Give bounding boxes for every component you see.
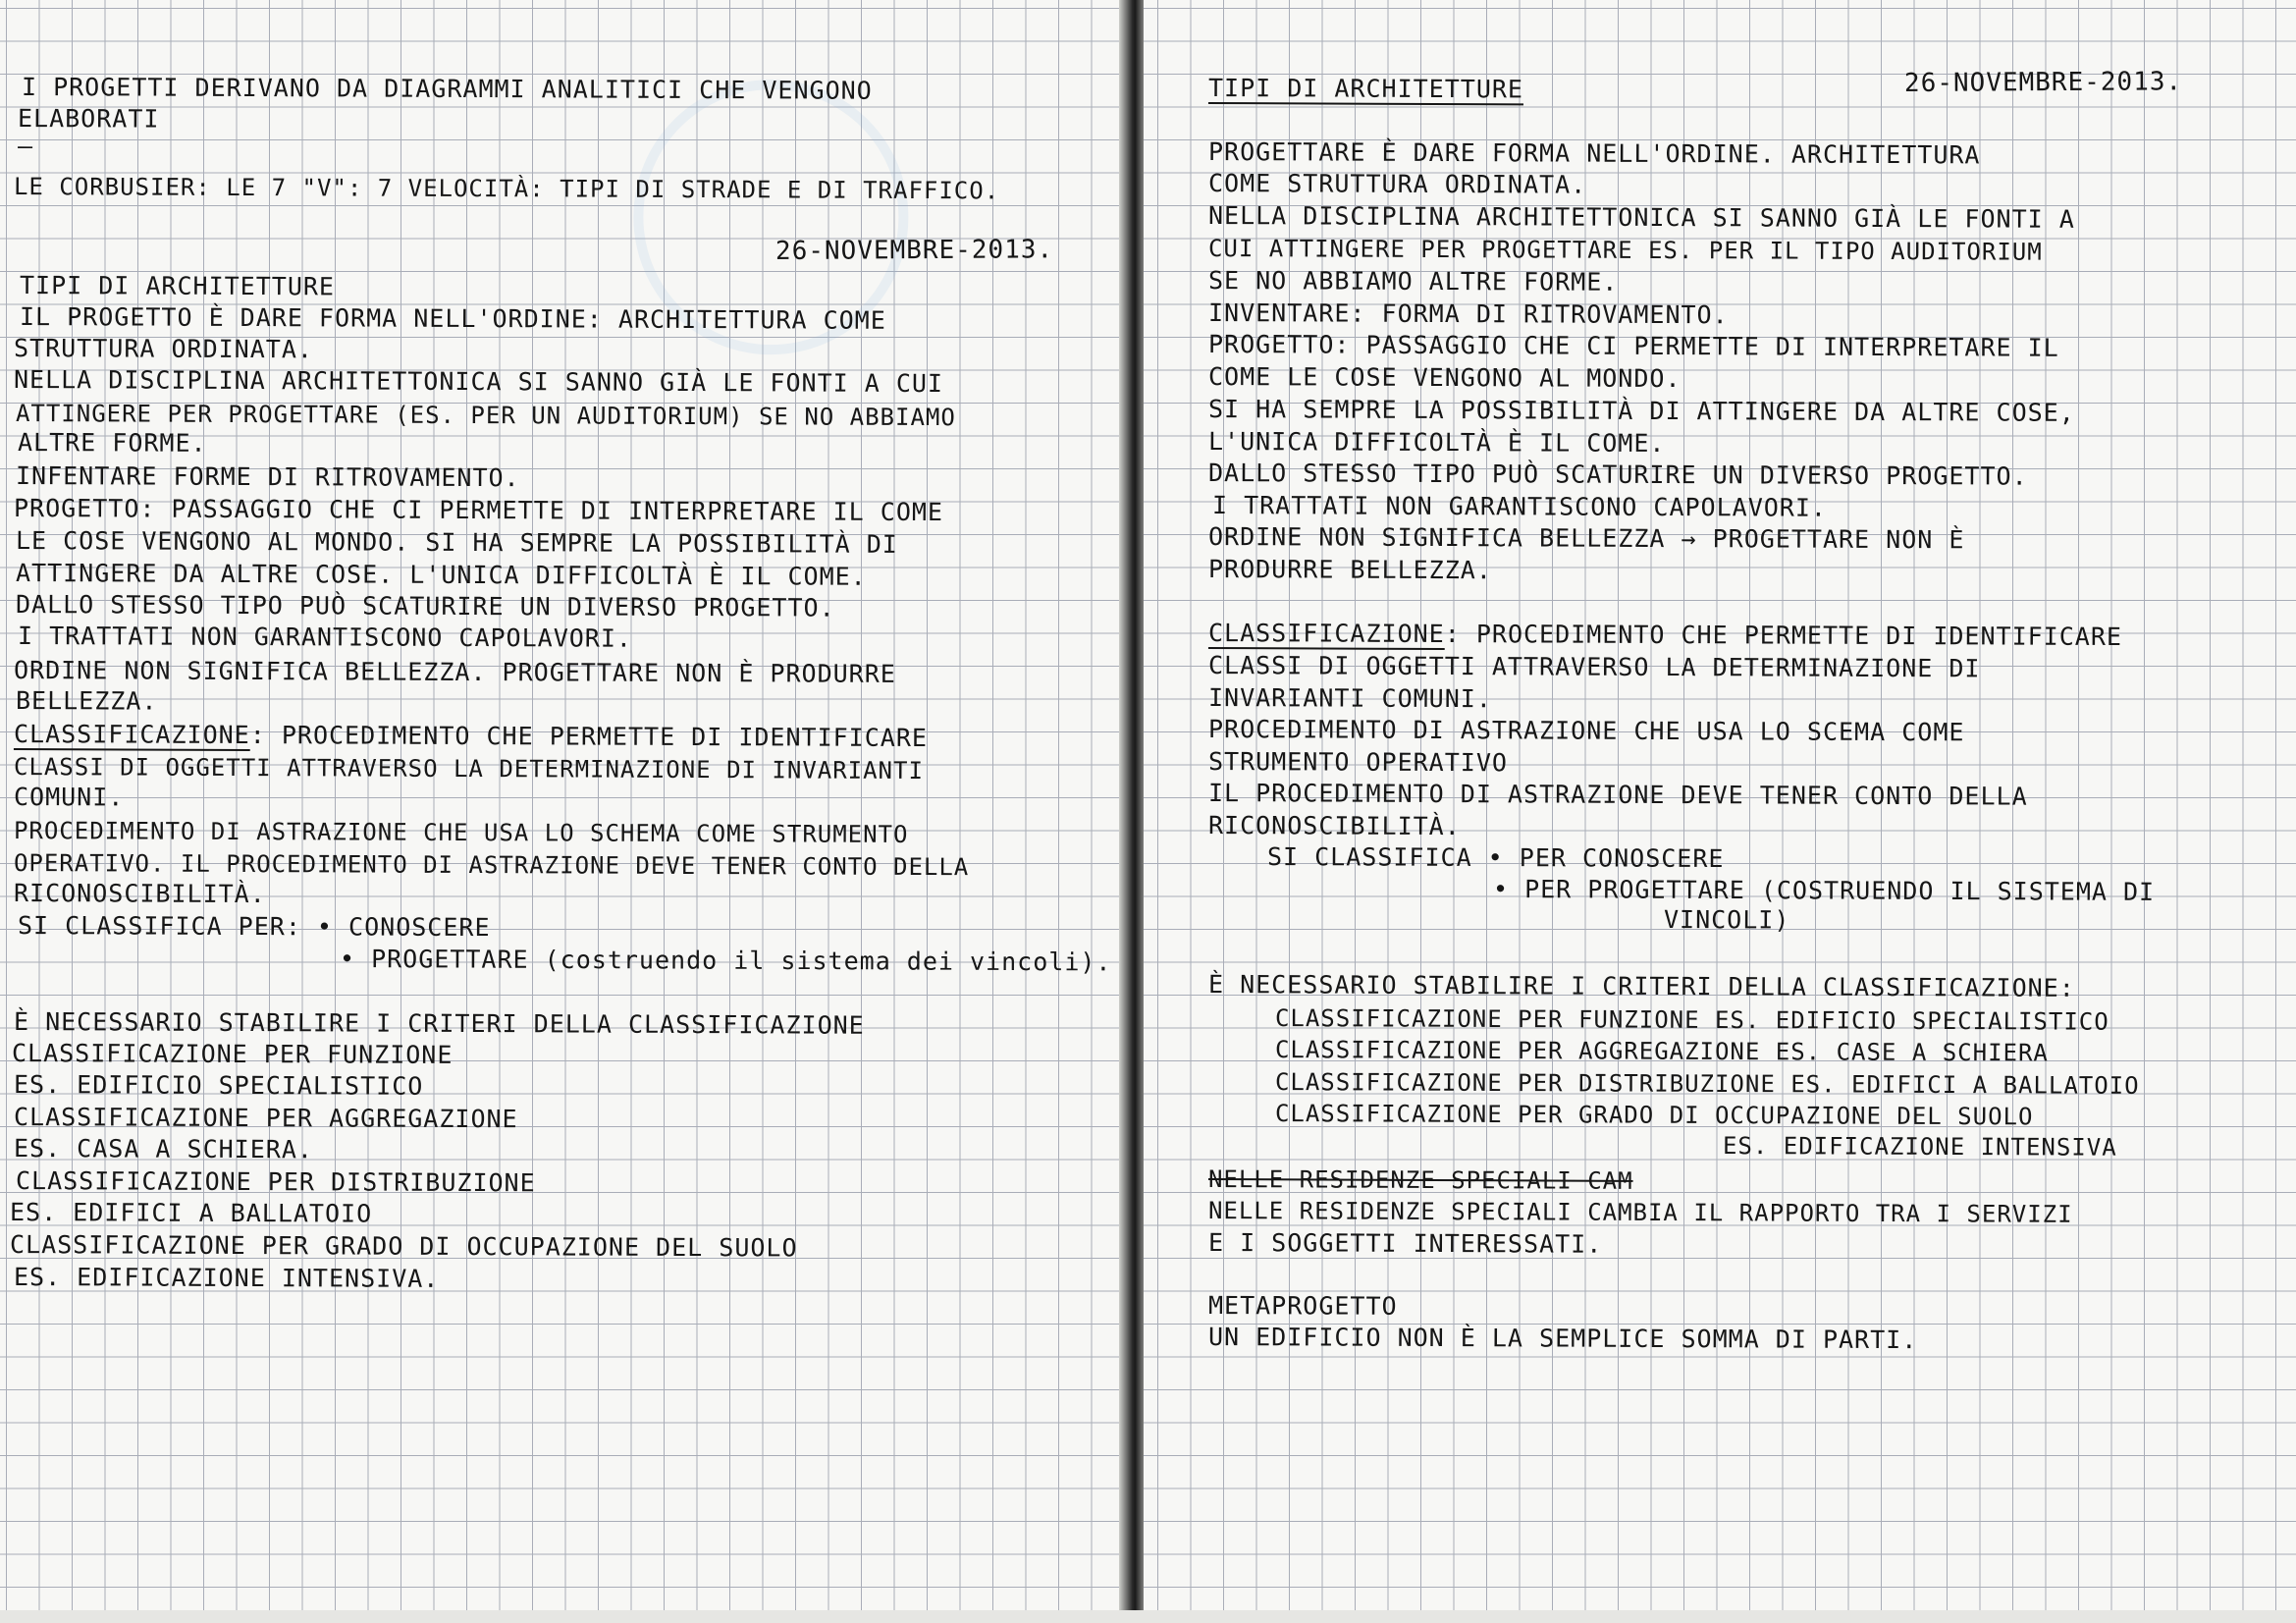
note-line: PROGETTO: PASSAGGIO CHE CI PERMETTE DI INTERPRETARE IL bbox=[1207, 330, 2059, 362]
note-line: OPERATIVO. IL PROCEDIMENTO DI ASTRAZIONE DEVE TENER CONTO DELLA bbox=[13, 849, 970, 882]
note-line: STRUMENTO OPERATIVO bbox=[1207, 747, 1509, 778]
note-line: • PROGETTARE (costruendo il sistema dei vincoli). bbox=[339, 945, 1112, 977]
keyword-classificazione: CLASSIFICAZIONE bbox=[1207, 619, 1445, 649]
note-line: L'UNICA DIFFICOLTÀ È IL COME. bbox=[1207, 427, 1666, 459]
note-line: SE NO ABBIAMO ALTRE FORME. bbox=[1207, 266, 1619, 297]
page-bottom-edge bbox=[0, 1610, 2296, 1623]
note-line: PROCEDIMENTO DI ASTRAZIONE CHE USA LO SCHEMA COME STRUMENTO bbox=[13, 817, 909, 848]
note-line: BELLEZZA. bbox=[15, 686, 158, 716]
note-line: ES. EDIFICIO SPECIALISTICO bbox=[13, 1070, 424, 1101]
note-line: ES. EDIFICAZIONE INTENSIVA bbox=[1722, 1132, 2117, 1162]
note-line: È NECESSARIO STABILIRE I CRITERI DELLA CLASSIFICAZIONE bbox=[13, 1007, 865, 1040]
note-line: IL PROGETTO È DARE FORMA NELL'ORDINE: ARCHITETTURA COME bbox=[19, 302, 886, 335]
note-line: INFENTARE FORME DI RITROVAMENTO. bbox=[15, 461, 520, 493]
note-line: I PROGETTI DERIVANO DA DIAGRAMMI ANALITICI CHE VENGONO bbox=[21, 73, 873, 105]
note-line: PROGETTO: PASSAGGIO CHE CI PERMETTE DI INTERPRETARE IL COME bbox=[13, 494, 944, 527]
note-line: DALLO STESSO TIPO PUÒ SCATURIRE UN DIVERSO PROGETTO. bbox=[15, 590, 835, 622]
note-heading: TIPI DI ARCHITETTURE bbox=[19, 271, 336, 301]
note-line: ORDINE NON SIGNIFICA BELLEZZA → PROGETTARE NON È bbox=[1207, 522, 1965, 555]
note-line: LE COSE VENGONO AL MONDO. SI HA SEMPRE LA POSSIBILITÀ DI bbox=[15, 526, 898, 559]
note-line: CUI ATTINGERE PER PROGETTARE ES. PER IL TIPO AUDITORIUM bbox=[1207, 235, 2043, 266]
left-page bbox=[0, 0, 1124, 1623]
note-line: CLASSI DI OGGETTI ATTRAVERSO LA DETERMINAZIONE DI INVARIANTI bbox=[13, 753, 925, 785]
note-line: LE CORBUSIER: LE 7 "V": 7 VELOCITÀ: TIPI DI STRADE E DI TRAFFICO. bbox=[13, 173, 1000, 205]
note-line: CLASSIFICAZIONE PER GRADO DI OCCUPAZIONE DEL SUOLO bbox=[9, 1230, 798, 1263]
note-line-rest: : PROCEDIMENTO CHE PERMETTE DI IDENTIFICARE bbox=[1444, 620, 2123, 652]
note-line: — bbox=[17, 132, 34, 161]
keyword-classificazione: CLASSIFICAZIONE bbox=[13, 720, 250, 750]
note-line: ORDINE NON SIGNIFICA BELLEZZA. PROGETTARE NON È PRODURRE bbox=[13, 656, 896, 688]
note-line: SI CLASSIFICA PER: • CONOSCERE bbox=[17, 911, 491, 943]
note-line: STRUTTURA ORDINATA. bbox=[13, 334, 314, 364]
note-line: UN EDIFICIO NON È LA SEMPLICE SOMMA DI PARTI. bbox=[1207, 1323, 1918, 1355]
note-line: RICONOSCIBILITÀ. bbox=[1207, 811, 1461, 841]
note-line: PRODURRE BELLEZZA. bbox=[1207, 555, 1493, 585]
note-line: CLASSIFICAZIONE PER FUNZIONE ES. EDIFICIO SPECIALISTICO bbox=[1274, 1004, 2109, 1036]
note-line: DALLO STESSO TIPO PUÒ SCATURIRE UN DIVERSO PROGETTO. bbox=[1207, 459, 2028, 491]
note-line: I TRATTATI NON GARANTISCONO CAPOLAVORI. bbox=[1211, 491, 1828, 522]
note-line: CLASSIFICAZIONE PER GRADO DI OCCUPAZIONE DEL SUOLO bbox=[1274, 1100, 2034, 1131]
note-line: • PER PROGETTARE (COSTRUENDO IL SISTEMA DI bbox=[1492, 875, 2156, 906]
note-line: NELLE RESIDENZE SPECIALI CAMBIA IL RAPPORTO TRA I SERVIZI bbox=[1207, 1197, 2073, 1228]
note-line: ATTINGERE PER PROGETTARE (ES. PER UN AUDITORIUM) SE NO ABBIAMO bbox=[15, 400, 956, 432]
note-line: NELLA DISCIPLINA ARCHITETTONICA SI SANNO GIÀ LE FONTI A CUI bbox=[13, 365, 944, 399]
note-line: ES. CASA A SCHIERA. bbox=[13, 1134, 314, 1164]
note-line: COME STRUTTURA ORDINATA. bbox=[1207, 169, 1587, 199]
note-line: CLASSIFICAZIONE PER DISTRIBUZIONE ES. EDIFICI A BALLATOIO bbox=[1274, 1068, 2140, 1100]
note-line-rest: : PROCEDIMENTO CHE PERMETTE DI IDENTIFICARE bbox=[249, 721, 929, 753]
note-line: COME LE COSE VENGONO AL MONDO. bbox=[1207, 362, 1682, 394]
note-line: IL PROCEDIMENTO DI ASTRAZIONE DEVE TENER CONTO DELLA bbox=[1207, 779, 2028, 811]
note-line: INVENTARE: FORMA DI RITROVAMENTO. bbox=[1207, 298, 1729, 330]
note-heading: METAPROGETTO bbox=[1207, 1291, 1398, 1321]
note-line: CLASSIFICAZIONE PER AGGREGAZIONE ES. CASE A SCHIERA bbox=[1274, 1036, 2049, 1067]
note-line: È NECESSARIO STABILIRE I CRITERI DELLA CLASSIFICAZIONE: bbox=[1207, 970, 2075, 1002]
note-line: COMUNI. bbox=[13, 783, 125, 812]
note-line: RICONOSCIBILITÀ. bbox=[13, 879, 266, 909]
note-line: E I SOGGETTI INTERESSATI. bbox=[1207, 1228, 1603, 1259]
note-line: ATTINGERE DA ALTRE COSE. L'UNICA DIFFICOLTÀ È IL COME. bbox=[15, 559, 867, 591]
note-line-struck: NELLE RESIDENZE SPECIALI CAM bbox=[1207, 1165, 1633, 1195]
note-line: SI CLASSIFICA • PER CONOSCERE bbox=[1266, 842, 1725, 874]
note-line-classificazione bbox=[14, 720, 928, 753]
note-line: ES. EDIFICAZIONE INTENSIVA. bbox=[13, 1263, 440, 1293]
note-date: 26-NOVEMBRE-2013. bbox=[1903, 67, 2183, 98]
note-line: ALTRE FORME. bbox=[17, 428, 207, 458]
note-line: CLASSIFICAZIONE PER FUNZIONE bbox=[11, 1039, 454, 1069]
note-line: PROGETTARE È DARE FORMA NELL'ORDINE. ARCHITETTURA bbox=[1207, 137, 1981, 170]
note-line: CLASSIFICAZIONE PER DISTRIBUZIONE bbox=[15, 1166, 536, 1198]
note-date: 26-NOVEMBRE-2013. bbox=[774, 235, 1054, 266]
note-line: INVARIANTI COMUNI. bbox=[1207, 683, 1493, 714]
note-line: SI HA SEMPRE LA POSSIBILITÀ DI ATTINGERE DA ALTRE COSE, bbox=[1207, 395, 2075, 427]
note-line-classificazione bbox=[1208, 619, 2122, 652]
note-line: NELLA DISCIPLINA ARCHITETTONICA SI SANNO GIÀ LE FONTI A bbox=[1207, 201, 2075, 234]
note-line: VINCOLI) bbox=[1663, 905, 1790, 935]
page-title: TIPI DI ARCHITETTURE bbox=[1207, 74, 1524, 104]
note-line: CLASSIFICAZIONE PER AGGREGAZIONE bbox=[13, 1103, 518, 1134]
note-line: PROCEDIMENTO DI ASTRAZIONE CHE USA LO SCEMA COME bbox=[1207, 715, 1965, 747]
note-line: I TRATTATI NON GARANTISCONO CAPOLAVORI. bbox=[17, 622, 633, 653]
note-line: CLASSI DI OGGETTI ATTRAVERSO LA DETERMINAZIONE DI bbox=[1207, 651, 1981, 683]
note-line: ELABORATI bbox=[17, 104, 160, 134]
note-line: ES. EDIFICI A BALLATOIO bbox=[9, 1198, 373, 1228]
right-page bbox=[1144, 0, 2296, 1623]
